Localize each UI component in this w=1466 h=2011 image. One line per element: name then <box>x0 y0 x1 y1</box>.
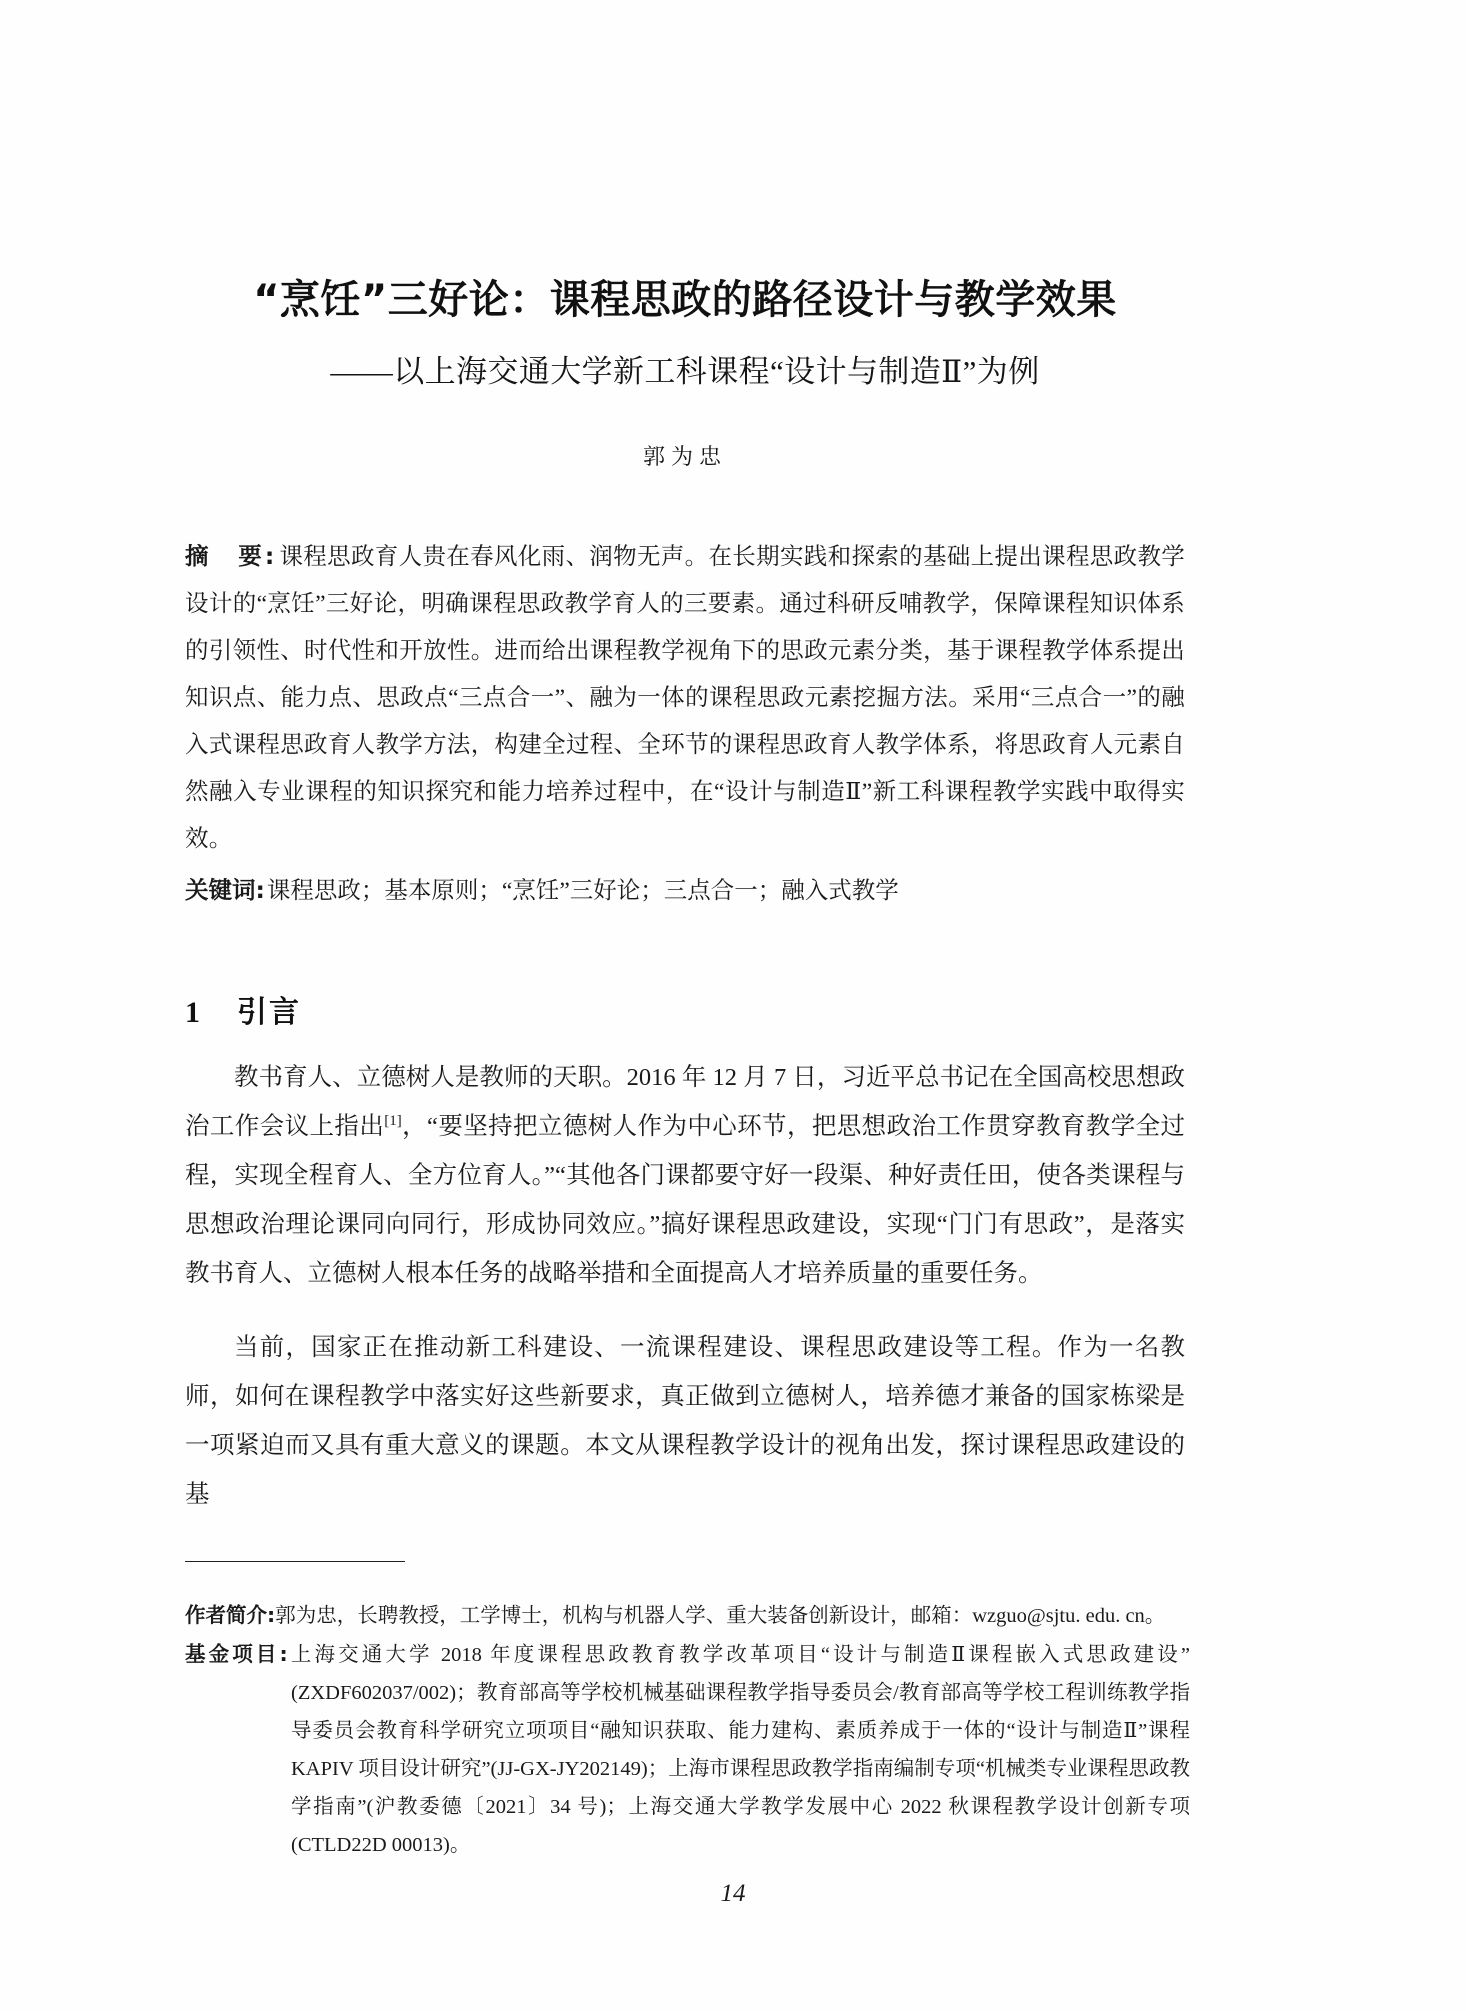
abstract-text: 课程思政育人贵在春风化雨、润物无声。在长期实践和探索的基础上提出课程思政教学设计的“烹饪”三好论，明确课程思政教学育人的三要素。通过科研反哺教学，保障课程知识体系的引领性、时代性和开放性。进而给出课程教学视角下的思政元素分类，基于课程教学体系提出知识点、能力点、思政点“三点合一”、融为一体的课程思政元素挖掘方法。采用“三点合一”的融入式课程思政育人教学方法，构建全过程、全环节的课程思政育人教学体系，将思政育人元素自然融入专业课程的知识探究和能力培养过程中，在“设计与制造Ⅱ”新工科课程教学实践中取得实效。 <box>185 544 1185 853</box>
footnote-text-funding: 上海交通大学 2018 年度课程思政教育教学改革项目“设计与制造Ⅱ课程嵌入式思政建设”(ZXDF602037/002)；教育部高等学校机械基础课程教学指导委员会/教育部高等学校工程训练教学指导委员会教育科学研究立项项目“融知识获取、能力建构、素质养成于一体的“设计与制造Ⅱ”课程 KAPIV 项目设计研究”(JJ‑GX‑JY202149)；上海市课程思政教学指南编制专项“机械类专业课程思政教学指南”(沪教委德〔2021〕34 号)；上海交通大学教学发展中心 2022 秋课程教学设计创新专项(CTLD22D 00013)。 <box>287 1644 1190 1856</box>
author-name: 郭为忠 <box>642 444 727 470</box>
section-title: 引言 <box>237 995 301 1031</box>
footnote-author-bio <box>185 1596 1190 1635</box>
abstract-block <box>185 533 1185 863</box>
footnote-area <box>185 1596 1190 1864</box>
paragraph-text-before-ref: 教书育人、立德树人是教师的天职。2016 年 12 月 7 日，习近平总书记在全国高校思想政治工作会议上指出 <box>185 1064 1185 1141</box>
keywords-block <box>185 867 1185 915</box>
footnote-label-funding: 基金项目: <box>185 1642 288 1666</box>
section-heading-introduction <box>185 987 1185 1031</box>
paragraph-text: 当前，国家正在推动新工科建设、一流课程建设、课程思政建设等工程。作为一名教师，如何在课程教学中落实好这些新要求，真正做到立德树人，培养德才兼备的国家栋梁是一项紧迫而又具有重大意义的课题。本文从课程教学设计的视角出发，探讨课程思政建设的基 <box>185 1333 1185 1508</box>
footnote-label-author-bio: 作者简介: <box>185 1603 276 1627</box>
keywords-text: 课程思政；基本原则；“烹饪”三好论；三点合一；融入式教学 <box>266 878 899 905</box>
section-number: 1 <box>185 996 200 1030</box>
footnote-funding <box>185 1635 1190 1864</box>
body-paragraph <box>185 1323 1185 1519</box>
footnote-text-author-bio: 郭为忠，长聘教授，工学博士，机构与机器人学、重大装备创新设计，邮箱：wzguo@sjtu. edu. cn。 <box>275 1605 1166 1627</box>
page-content <box>185 0 1185 1543</box>
page-subtitle: ——以上海交通大学新工科课程“设计与制造Ⅱ”为例 <box>330 353 1040 389</box>
keywords-label: 关键词: <box>185 876 265 905</box>
footnote-divider <box>185 1561 405 1562</box>
citation-reference[interactable]: [1] <box>384 1112 402 1129</box>
abstract-label: 摘 要: <box>185 542 278 571</box>
page-number: 14 <box>720 1880 746 1907</box>
paragraph-text-after-ref: ，“要坚持把立德树人作为中心环节，把思想政治工作贯穿教育教学全过程，实现全程育人、全方位育人。”“其他各门课都要守好一段渠、种好责任田，使各类课程与思想政治理论课同向同行，形成协同效应。”搞好课程思政建设，实现“门门有思政”，是落实教书育人、立德树人根本任务的战略举措和全面提高人才培养质量的重要任务。 <box>185 1113 1186 1288</box>
page-title: “烹饪”三好论：课程思政的路径设计与教学效果 <box>253 277 1117 323</box>
body-paragraph <box>185 1053 1185 1298</box>
